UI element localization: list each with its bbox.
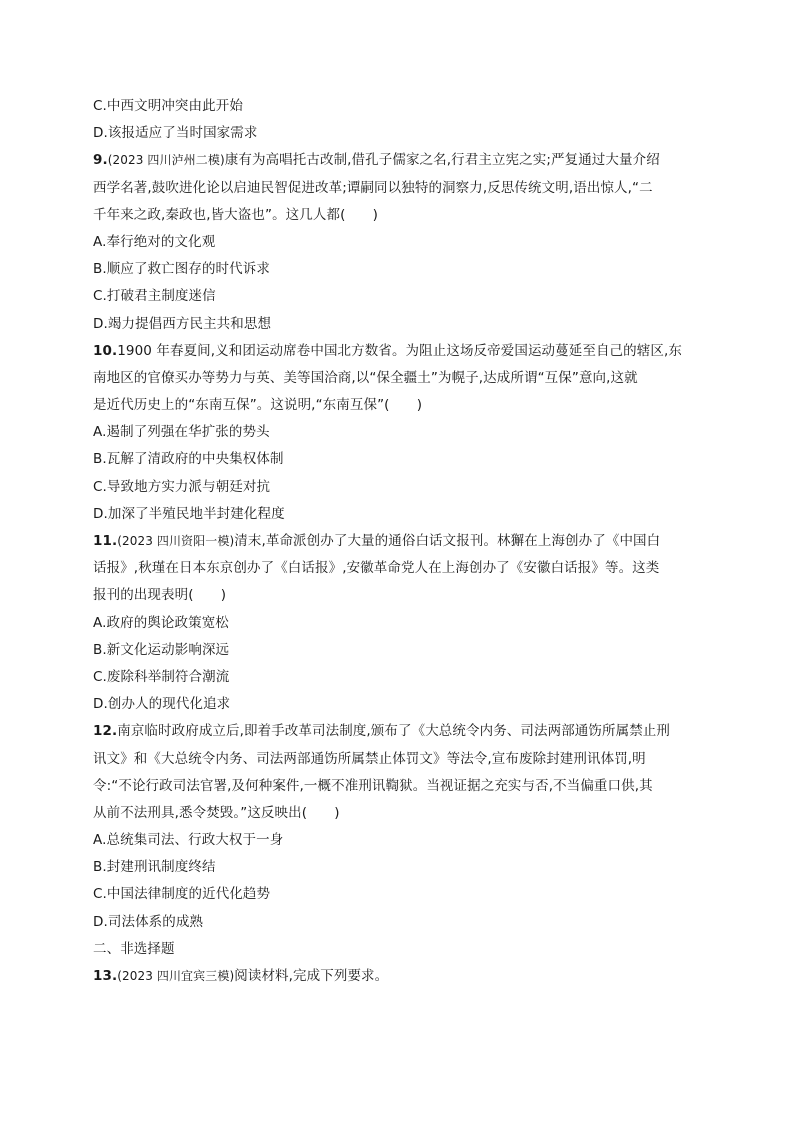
option-a: A.总统集司法、行政大权于一身 (93, 832, 284, 849)
question-11 (93, 528, 703, 718)
question-text-line: 令:“不论行政司法官署,及何种案件,一概不准刑讯鞫狱。当视证据之充实与否,不当偏重口供,其 (93, 777, 653, 794)
option-a: A.政府的舆论政策宽松 (93, 614, 229, 631)
question-10 (93, 338, 703, 528)
question-source: (2023 四川资阳一模) (117, 534, 235, 548)
question-number: 10. (93, 342, 118, 359)
question-number: 9. (93, 152, 108, 169)
question-text-line: 南京临时政府成立后,即着手改革司法制度,颁布了《大总统令内务、司法两部通饬所属禁止刑 (117, 723, 670, 740)
option-d: D.司法体系的成熟 (93, 913, 204, 930)
option-d: D.创办人的现代化追求 (93, 696, 231, 713)
option-d: D.竭力提倡西方民主共和思想 (93, 315, 272, 332)
section-heading: 二、非选择题 (93, 940, 175, 957)
option-c: C.废除科举制符合潮流 (93, 668, 230, 685)
option-a: A.遏制了列强在华扩张的势头 (93, 424, 270, 441)
question-12 (93, 718, 703, 936)
option-text: D.该报适应了当时国家需求 (93, 125, 258, 142)
question-text-line: 话报》,秋瑾在日本东京创办了《白话报》,安徽革命党人在上海创办了《安徽白话报》等。这类 (93, 560, 660, 577)
question-text-line: 1900 年春夏间,义和团运动席卷中国北方数省。为阻止这场反帝爱国运动蔓延至自己的辖区,东 (117, 342, 682, 359)
question-text-line: 千年来之政,秦政也,皆大盗也”。这几人都( ) (93, 206, 379, 223)
question-source: (2023 四川宜宾三模) (117, 969, 235, 983)
question-number: 13. (93, 968, 118, 984)
question-text-line: 报刊的出现表明( ) (93, 587, 227, 604)
question-text-line: 清末,革命派创办了大量的通俗白话文报刊。林獬在上海创办了《中国白 (234, 533, 661, 549)
option-c: C.中国法律制度的近代化趋势 (93, 886, 271, 903)
question-text-line: 从前不法刑具,悉令焚毁。”这反映出( ) (93, 804, 340, 821)
question-13 (93, 963, 703, 990)
option-b: B.新文化运动影响深远 (93, 641, 230, 658)
question-number: 12. (93, 723, 118, 740)
option-text: C.中西文明冲突由此开始 (93, 98, 243, 114)
option-b: B.顺应了救亡图存的时代诉求 (93, 261, 270, 278)
question-source: (2023 四川泸州二模) (107, 153, 225, 168)
question-number: 11. (93, 533, 118, 549)
question-text-line: 讯文》和《大总统令内务、司法两部通饬所属禁止体罚文》等法令,宣布废除封建刑讯体罚,明 (93, 750, 646, 767)
question-text-line: 是近代历史上的“东南互保”。这说明,“东南互保”( ) (93, 397, 423, 414)
option-a: A.奉行绝对的文化观 (93, 233, 216, 250)
question-text-line: 西学名著,鼓吹进化论以启迪民智促进改革;谭嗣同以独特的洞察力,反思传统文明,语出惊人,“二 (93, 179, 653, 196)
option-d: D.加深了半殖民地半封建化程度 (93, 505, 285, 522)
question-9 (93, 147, 703, 337)
option-c: C.导致地方实力派与朝廷对抗 (93, 478, 271, 495)
option-c: C.打破君主制度迷信 (93, 288, 216, 305)
exam-page (93, 93, 703, 990)
question-text-line: 南地区的官僚买办等势力与英、美等国洽商,以“保全疆土”为幌子,达成所谓“互保”意向,这就 (93, 369, 638, 386)
option-b: B.封建刑讯制度终结 (93, 859, 216, 876)
question-text-line: 康有为高唱托古改制,借孔子儒家之名,行君主立宪之实;严复通过大量介绍 (224, 152, 660, 169)
option-b: B.瓦解了清政府的中央集权体制 (93, 451, 284, 468)
question-text-line: 阅读材料,完成下列要求。 (234, 968, 389, 984)
